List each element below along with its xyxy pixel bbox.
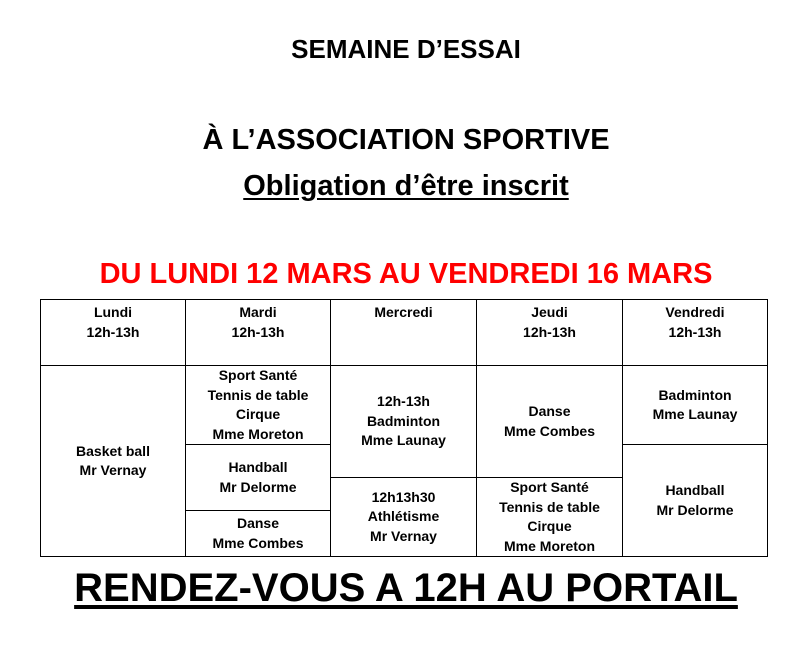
activity: Sport Santé (510, 479, 589, 495)
day-name: Mardi (239, 304, 277, 320)
activity: Sport Santé (218, 367, 298, 383)
header-lundi (41, 300, 185, 365)
activity: Handball (228, 459, 288, 475)
teacher: Mme Moreton (212, 425, 304, 442)
footer-rendezvous: RENDEZ-VOUS A 12H AU PORTAIL (74, 566, 738, 610)
day-name: Jeudi (531, 304, 568, 320)
jeudi-slot-1 (477, 366, 622, 477)
vendredi-slot-1 (623, 366, 767, 444)
activity: Tennis de table (499, 498, 600, 515)
activity: Cirque (527, 518, 572, 534)
mardi-slot-3 (186, 511, 330, 556)
teacher: Mr Delorme (219, 478, 297, 495)
lundi-slot (41, 366, 185, 556)
activity: Basket ball (76, 442, 150, 459)
day-name: Vendredi (665, 304, 725, 320)
title-semaine: SEMAINE D’ESSAI (291, 34, 521, 64)
activity: Badminton (658, 386, 732, 403)
jeudi-slot-2 (477, 478, 622, 556)
activity: Danse (528, 403, 571, 419)
mardi-slot-2 (186, 445, 330, 510)
day-name: Mercredi (374, 304, 433, 320)
activity: Handball (665, 482, 725, 498)
mardi-slot-1 (186, 366, 330, 444)
activity: Danse (236, 515, 280, 531)
activity: Badminton (366, 412, 441, 429)
teacher: Mr Delorme (656, 501, 734, 518)
teacher: Mme Launay (361, 432, 446, 449)
day-time: 12h-13h (668, 323, 722, 340)
teacher: Mme Launay (652, 406, 738, 422)
day-name: Lundi (93, 304, 133, 320)
time: 12h-13h (377, 393, 430, 410)
day-time: 12h-13h (523, 323, 576, 340)
activity: Tennis de table (207, 386, 309, 403)
teacher: Mme Moreton (504, 537, 595, 554)
header-vendredi (623, 300, 767, 365)
day-time: 12h-13h (86, 323, 140, 340)
header-mercredi (331, 300, 476, 365)
title-association: À L’ASSOCIATION SPORTIVE (202, 124, 610, 156)
activity: Cirque (235, 406, 281, 422)
mercredi-slot-2 (331, 478, 476, 556)
teacher: Mr Vernay (370, 527, 437, 544)
time: 12h13h30 (371, 488, 436, 505)
day-time: 12h-13h (231, 323, 285, 340)
teacher: Mr Vernay (79, 462, 147, 478)
date-range: DU LUNDI 12 MARS AU VENDREDI 16 MARS (99, 258, 713, 290)
vendredi-slot-2 (623, 445, 767, 556)
activity: Athlétisme (367, 508, 440, 525)
header-jeudi (477, 300, 622, 365)
subtitle-obligation: Obligation d’être inscrit (243, 170, 569, 202)
schedule-table (40, 299, 768, 557)
teacher: Mme Combes (503, 422, 596, 439)
mercredi-slot-1 (331, 366, 476, 477)
header-mardi (186, 300, 330, 365)
teacher: Mme Combes (212, 534, 304, 551)
